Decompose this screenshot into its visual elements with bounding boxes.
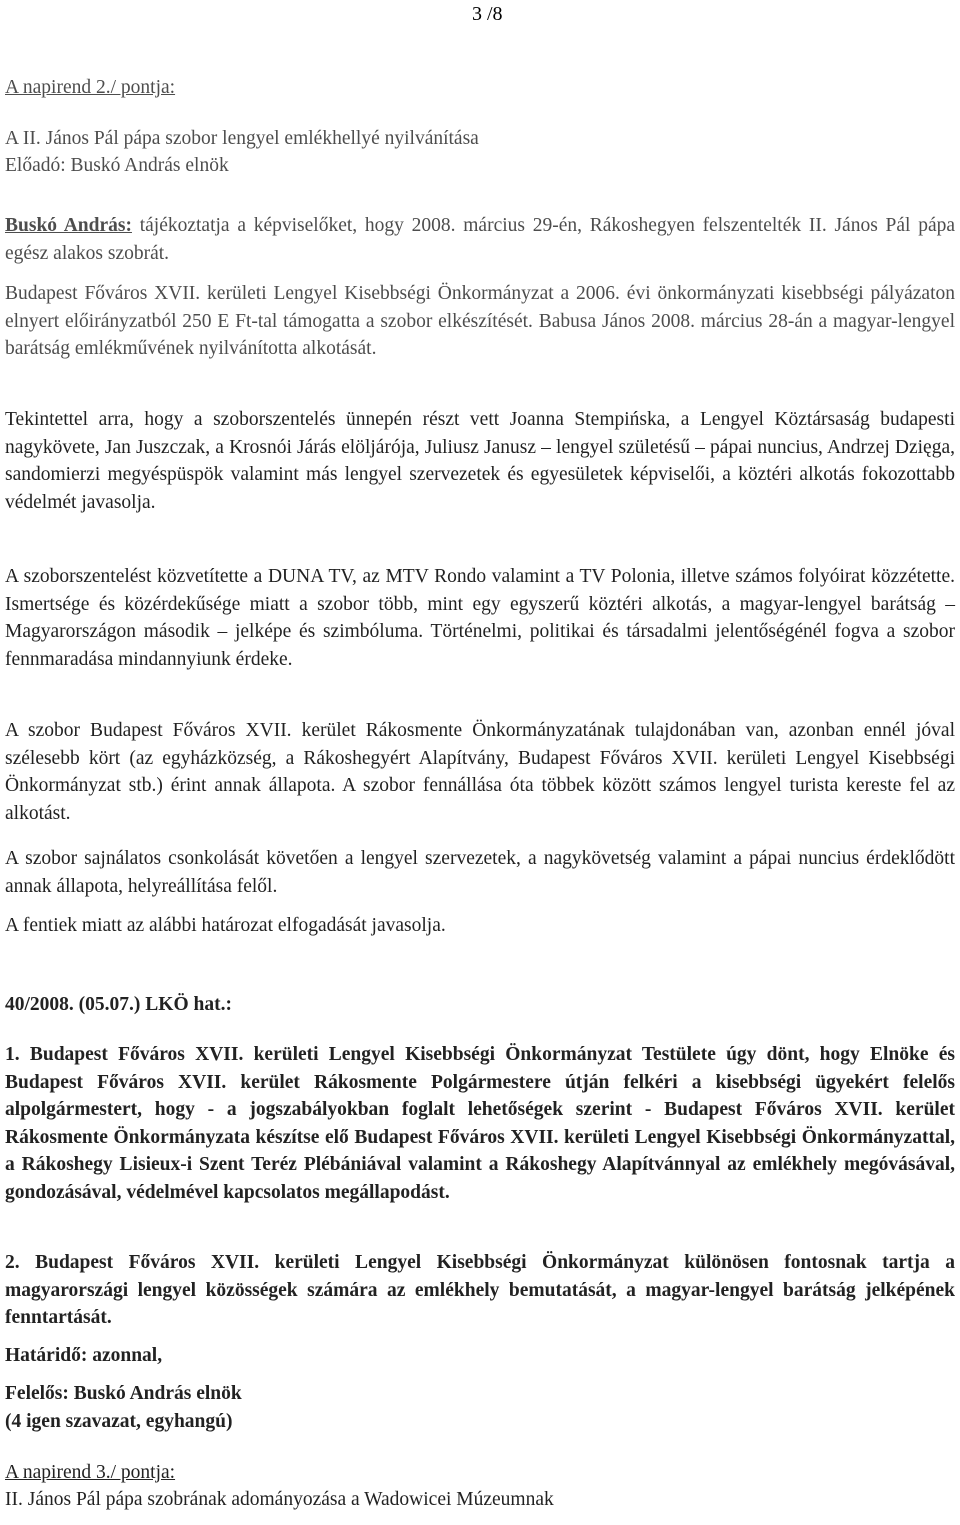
paragraph-5: A szobor Budapest Főváros XVII. kerület Rákosmente Önkormányzatának tulajdonában van, azonban ennél jóval szélesebb kört (az egyházközség, a Rákoshegyért Alapítvány, Budapest Főváros XVII. kerületi Lengyel Kisebbségi Önkormányzat stb.) érint annak állapota. A szobor fennállása óta többek között számos lengyel turista kereste fel az alkotást. [5, 720, 955, 824]
resolution-deadline: Határidő: azonnal, [5, 1345, 163, 1366]
speaker-name: Buskó András: [5, 215, 132, 236]
agenda-2-heading: A napirend 2./ pontja: [5, 77, 176, 98]
paragraph-2: Budapest Főváros XVII. kerületi Lengyel Kisebbségi Önkormányzat a 2006. évi önkormányzati kisebbségi pályázaton elnyert előirányzatból 250 E Ft-tal támogatta a szobor elkészítését. Babusa János 2008. március 28-án a magyar-lengyel barátság emlékművének nyilvánította alkotását. [5, 283, 955, 359]
paragraph-3: Tekintettel arra, hogy a szoborszentelés ünnepén részt vett Joanna Stempińska, a Lengyel Köztársaság budapesti nagykövete, Jan Juszczak, a Krosnói Járás elöljárója, Juliusz Janusz – lengyel születésű – pápai nuncius, Andrzej Dzięga, sandomierzi megyéspüspök valamint más lengyel szervezetek és egyesületek képviselői, a köztéri alkotás fokozottabb védelmét javasolja. [5, 409, 955, 513]
agenda-3-heading: A napirend 3./ pontja: [5, 1462, 176, 1483]
paragraph-6: A szobor sajnálatos csonkolását követően a lengyel szervezetek, a nagykövetség valamint a pápai nuncius érdeklődött annak állapota, helyreállítása felől. [5, 848, 955, 897]
resolution-point-2: 2. Budapest Főváros XVII. kerületi Lengyel Kisebbségi Önkormányzat különösen fontosnak tartja a magyarországi lengyel közösségek számára az emlékhely bemutatását, a magyar-lengyel barátság jelképének fenntartását. [5, 1252, 955, 1328]
paragraph-1 [5, 212, 955, 267]
agenda-2-presenter: Előadó: Buskó András elnök [5, 155, 229, 176]
agenda-2-title: A II. János Pál pápa szobor lengyel emlékhellyé nyilvánítása [5, 128, 479, 149]
resolution-vote: (4 igen szavazat, egyhangú) [5, 1411, 233, 1432]
paragraph-4: A szoborszentelést közvetítette a DUNA TV, az MTV Rondo valamint a TV Polonia, illetve számos folyóirat közzétette. Ismertsége és közérdekűsége miatt a szobor több, mint egy egyszerű köztéri alkotás, a magyar-lengyel barátság – Magyarországon második – jelképe és szimbóluma. Történelmi, politikai és társadalmi jelentőségénél fogva a szobor fennmaradása mindannyiunk érdeke. [5, 566, 955, 670]
agenda-3-title: II. János Pál pápa szobrának adományozása a Wadowicei Múzeumnak [5, 1489, 554, 1510]
resolution-number: 40/2008. (05.07.) LKÖ hat.: [5, 994, 232, 1015]
resolution-responsible: Felelős: Buskó András elnök [5, 1383, 242, 1404]
page-number: 3 /8 [472, 3, 503, 25]
paragraph-1-text: tájékoztatja a képviselőket, hogy 2008. március 29-én, Rákoshegyen felszentelték II. János Pál pápa egész alakos szobrát. [5, 215, 955, 264]
resolution-point-1: 1. Budapest Főváros XVII. kerületi Lengyel Kisebbségi Önkormányzat Testülete úgy dönt, hogy Elnöke és Budapest Főváros XVII. kerület Rákosmente Polgármestere útján felkéri a kisebbségi ügyekért felelős alpolgármestert, hogy - a jogszabályokban foglalt lehetőségek szerint - Budapest Főváros XVII. kerület Rákosmente Önkormányzata készítse elő Budapest Főváros XVII. kerületi Lengyel Kisebbségi Önkormányzattal, a Rákoshegy Lisieux-i Szent Teréz Plébániával valamint a Rákoshegy Alapítvánnyal az emlékhely megóvásával, gondozásával, védelmével kapcsolatos megállapodást. [5, 1044, 955, 1203]
paragraph-7: A fentiek miatt az alábbi határozat elfogadását javasolja. [5, 915, 446, 936]
